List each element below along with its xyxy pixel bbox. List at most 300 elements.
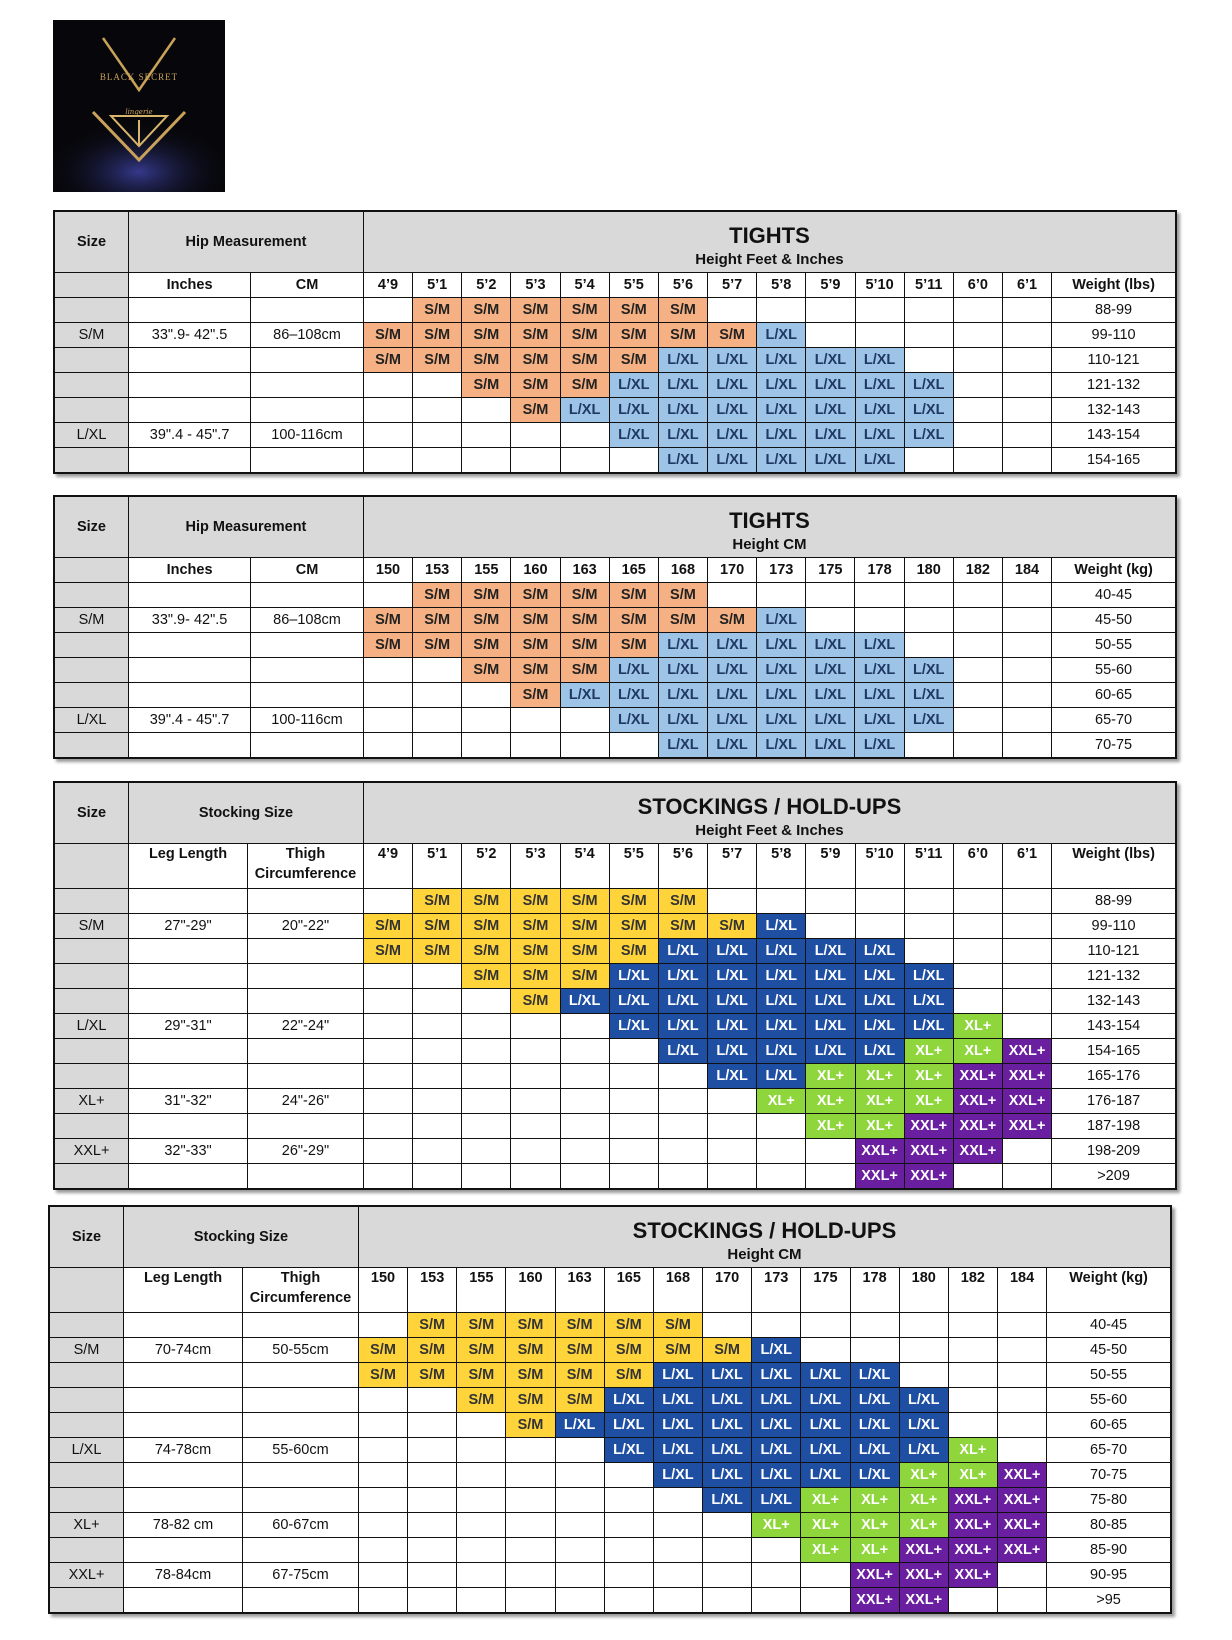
row-size-label xyxy=(54,633,129,658)
size-cell: L/XL xyxy=(801,1363,850,1388)
size-cell: S/M xyxy=(462,298,511,323)
row-measure-1 xyxy=(129,964,248,989)
size-cell xyxy=(948,1413,997,1438)
size-cell xyxy=(413,964,462,989)
size-cell xyxy=(708,1089,757,1114)
weight-range: 187-198 xyxy=(1052,1114,1176,1139)
height-col-header: 5’4 xyxy=(560,273,609,298)
size-cell: L/XL xyxy=(855,733,904,759)
size-cell xyxy=(358,1588,407,1614)
size-cell: S/M xyxy=(462,583,511,608)
row-measure-1 xyxy=(129,683,251,708)
size-cell: S/M xyxy=(609,348,658,373)
size-cell: S/M xyxy=(506,1363,555,1388)
size-cell xyxy=(413,448,462,474)
size-cell xyxy=(358,1513,407,1538)
table-row xyxy=(49,1563,1171,1588)
height-col-header: 165 xyxy=(604,1268,653,1313)
size-cell xyxy=(408,1438,457,1463)
size-cell xyxy=(708,298,757,323)
size-cell xyxy=(462,423,511,448)
row-measure-1 xyxy=(129,733,251,759)
size-cell: L/XL xyxy=(806,989,855,1014)
size-cell: L/XL xyxy=(757,1064,806,1089)
size-cell: L/XL xyxy=(806,1039,855,1064)
size-cell: L/XL xyxy=(604,1413,653,1438)
weight-range: >95 xyxy=(1047,1588,1171,1614)
size-cell xyxy=(506,1488,555,1513)
size-cell: S/M xyxy=(658,298,707,323)
size-cell: L/XL xyxy=(708,708,757,733)
size-cell xyxy=(1002,889,1051,914)
size-cell xyxy=(806,1164,855,1190)
table-row xyxy=(54,633,1176,658)
size-cell xyxy=(1002,1014,1051,1039)
size-cell: XXL+ xyxy=(948,1488,997,1513)
row-measure-1 xyxy=(129,398,251,423)
size-cell: S/M xyxy=(703,1338,752,1363)
stockings-feet-table xyxy=(53,781,1177,1190)
size-cell xyxy=(560,1114,609,1139)
height-col-header: 160 xyxy=(506,1268,555,1313)
size-cell xyxy=(604,1588,653,1614)
size-cell xyxy=(358,1388,407,1413)
row-measure-1 xyxy=(129,348,251,373)
size-cell xyxy=(1002,398,1051,423)
size-cell xyxy=(1002,348,1051,373)
size-cell: L/XL xyxy=(850,1363,899,1388)
size-cell: L/XL xyxy=(653,1438,702,1463)
size-cell xyxy=(413,1014,462,1039)
row-measure-1 xyxy=(129,889,248,914)
size-cell: S/M xyxy=(609,323,658,348)
row-measure-1: 31"-32" xyxy=(129,1089,248,1114)
weight-range: 110-121 xyxy=(1052,939,1176,964)
table-row xyxy=(49,1588,1171,1614)
table-row xyxy=(49,1488,1171,1513)
table-row xyxy=(54,608,1176,633)
size-cell xyxy=(511,448,560,474)
size-cell xyxy=(1002,583,1051,608)
size-cell: L/XL xyxy=(609,373,658,398)
table-row xyxy=(54,914,1176,939)
size-cell xyxy=(953,583,1002,608)
size-cell xyxy=(904,939,953,964)
table-row xyxy=(54,1114,1176,1139)
size-cell: S/M xyxy=(511,658,560,683)
size-cell xyxy=(462,1014,511,1039)
row-size-label: XXL+ xyxy=(49,1563,124,1588)
size-cell: S/M xyxy=(462,608,511,633)
size-cell: L/XL xyxy=(757,1039,806,1064)
size-cell: L/XL xyxy=(757,423,806,448)
size-cell: L/XL xyxy=(757,914,806,939)
stockings-cm-table xyxy=(48,1205,1172,1614)
row-measure-1 xyxy=(124,1488,243,1513)
size-cell: S/M xyxy=(506,1413,555,1438)
size-cell xyxy=(457,1588,506,1614)
size-cell: S/M xyxy=(511,683,560,708)
size-cell: XL+ xyxy=(904,1039,953,1064)
row-measure-2 xyxy=(248,939,364,964)
row-measure-2 xyxy=(251,398,364,423)
size-cell xyxy=(801,1338,850,1363)
size-cell: XXL+ xyxy=(997,1463,1046,1488)
size-cell xyxy=(604,1538,653,1563)
size-cell xyxy=(658,1064,707,1089)
tights-cm-table xyxy=(53,495,1177,759)
size-cell: L/XL xyxy=(560,398,609,423)
size-cell: XL+ xyxy=(855,1089,904,1114)
size-cell xyxy=(708,1114,757,1139)
height-col-header: 5’10 xyxy=(855,844,904,889)
table-row xyxy=(54,423,1176,448)
weight-range: 85-90 xyxy=(1047,1538,1171,1563)
height-col-header: 173 xyxy=(752,1268,801,1313)
size-cell: S/M xyxy=(609,608,658,633)
size-cell: L/XL xyxy=(855,939,904,964)
size-cell: L/XL xyxy=(752,1413,801,1438)
row-size-label xyxy=(54,658,129,683)
row-measure-1 xyxy=(129,633,251,658)
size-cell: L/XL xyxy=(658,348,707,373)
size-cell: L/XL xyxy=(752,1463,801,1488)
size-cell: L/XL xyxy=(658,989,707,1014)
size-cell xyxy=(997,1338,1046,1363)
row-measure-2 xyxy=(243,1388,359,1413)
size-cell: S/M xyxy=(506,1338,555,1363)
size-cell: L/XL xyxy=(703,1463,752,1488)
size-cell xyxy=(555,1438,604,1463)
size-header: Size xyxy=(54,782,129,844)
table-title-cell xyxy=(363,211,1176,273)
table-row xyxy=(54,683,1176,708)
size-cell: L/XL xyxy=(806,939,855,964)
row-size-label xyxy=(54,398,129,423)
row-size-label: L/XL xyxy=(49,1438,124,1463)
size-cell: S/M xyxy=(408,1338,457,1363)
size-cell: S/M xyxy=(604,1313,653,1338)
row-size-label: XL+ xyxy=(54,1089,129,1114)
height-col-header: 5’5 xyxy=(609,273,658,298)
size-cell: XL+ xyxy=(899,1463,948,1488)
size-cell: L/XL xyxy=(609,423,658,448)
row-measure-2: 50-55cm xyxy=(243,1338,359,1363)
size-cell xyxy=(408,1588,457,1614)
table-title-cell xyxy=(358,1206,1171,1268)
size-cell xyxy=(953,964,1002,989)
row-size-label xyxy=(49,1463,124,1488)
weight-range: 65-70 xyxy=(1052,708,1176,733)
size-cell xyxy=(1002,658,1051,683)
size-cell xyxy=(555,1463,604,1488)
size-cell: XXL+ xyxy=(948,1563,997,1588)
measurement-header: Stocking Size xyxy=(124,1206,359,1268)
size-cell xyxy=(855,914,904,939)
size-cell: XXL+ xyxy=(1002,1039,1051,1064)
size-cell: XL+ xyxy=(904,1064,953,1089)
size-cell xyxy=(953,608,1002,633)
weight-range: 154-165 xyxy=(1052,448,1176,474)
size-cell: S/M xyxy=(708,323,757,348)
size-cell: XL+ xyxy=(899,1488,948,1513)
size-cell xyxy=(560,1064,609,1089)
size-cell: XL+ xyxy=(855,1064,904,1089)
weight-range: 50-55 xyxy=(1052,633,1176,658)
row-measure-2 xyxy=(243,1488,359,1513)
row-measure-2 xyxy=(243,1588,359,1614)
size-cell xyxy=(953,939,1002,964)
row-measure-2 xyxy=(243,1463,359,1488)
height-col-header: 155 xyxy=(462,558,511,583)
height-col-header: 182 xyxy=(953,558,1002,583)
row-size-label xyxy=(49,1313,124,1338)
size-cell xyxy=(462,733,511,759)
row-size-label: L/XL xyxy=(54,708,129,733)
size-cell xyxy=(363,1039,412,1064)
size-cell: S/M xyxy=(560,889,609,914)
height-col-header: 5’8 xyxy=(757,273,806,298)
size-cell: L/XL xyxy=(806,1014,855,1039)
row-size-label: L/XL xyxy=(54,1014,129,1039)
size-cell xyxy=(953,658,1002,683)
size-cell: L/XL xyxy=(757,448,806,474)
size-cell xyxy=(363,889,412,914)
row-measure-2 xyxy=(251,448,364,474)
size-cell: S/M xyxy=(511,889,560,914)
size-cell xyxy=(953,1164,1002,1190)
row-size-label: S/M xyxy=(54,914,129,939)
size-cell: S/M xyxy=(457,1338,506,1363)
size-cell xyxy=(506,1463,555,1488)
row-measure-2 xyxy=(251,298,364,323)
size-cell xyxy=(363,989,412,1014)
size-cell: L/XL xyxy=(904,989,953,1014)
table-row xyxy=(54,1014,1176,1039)
size-cell xyxy=(953,708,1002,733)
height-col-header: 5’9 xyxy=(806,844,855,889)
height-col-header: 5’11 xyxy=(904,844,953,889)
inches-header: Inches xyxy=(129,273,251,298)
weight-range: 55-60 xyxy=(1052,658,1176,683)
size-cell xyxy=(457,1513,506,1538)
size-cell xyxy=(555,1538,604,1563)
size-cell xyxy=(363,1164,412,1190)
size-cell xyxy=(609,448,658,474)
weight-col-header: Weight (lbs) xyxy=(1052,273,1176,298)
weight-range: 121-132 xyxy=(1052,373,1176,398)
size-cell xyxy=(904,914,953,939)
row-measure-1 xyxy=(124,1363,243,1388)
size-cell xyxy=(1002,733,1051,759)
weight-range: 132-143 xyxy=(1052,398,1176,423)
size-cell: L/XL xyxy=(658,633,707,658)
weight-range: 60-65 xyxy=(1052,683,1176,708)
size-cell xyxy=(511,423,560,448)
size-cell xyxy=(752,1538,801,1563)
size-cell xyxy=(658,1164,707,1190)
weight-range: 75-80 xyxy=(1047,1488,1171,1513)
size-cell xyxy=(953,423,1002,448)
size-cell xyxy=(560,1039,609,1064)
height-col-header: 6’1 xyxy=(1002,844,1051,889)
row-measure-1: 33".9- 42".5 xyxy=(129,608,251,633)
row-measure-2 xyxy=(251,348,364,373)
size-cell xyxy=(560,1089,609,1114)
size-cell xyxy=(408,1488,457,1513)
size-cell xyxy=(953,298,1002,323)
size-cell xyxy=(506,1538,555,1563)
size-cell xyxy=(1002,323,1051,348)
size-cell: L/XL xyxy=(708,989,757,1014)
size-cell: XXL+ xyxy=(850,1588,899,1614)
height-col-header: 6’0 xyxy=(953,273,1002,298)
row-measure-2: 60-67cm xyxy=(243,1513,359,1538)
table-row xyxy=(54,323,1176,348)
row-measure-1 xyxy=(129,1114,248,1139)
size-cell: L/XL xyxy=(855,989,904,1014)
weight-range: >209 xyxy=(1052,1164,1176,1190)
size-cell xyxy=(850,1313,899,1338)
size-cell: XL+ xyxy=(752,1513,801,1538)
row-size-label xyxy=(54,939,129,964)
height-col-header: 5’10 xyxy=(855,273,904,298)
size-cell: L/XL xyxy=(653,1388,702,1413)
size-cell xyxy=(757,583,806,608)
table-title-cell xyxy=(363,496,1176,558)
height-col-header: 180 xyxy=(904,558,953,583)
size-cell: S/M xyxy=(658,608,707,633)
size-header: Size xyxy=(54,211,129,273)
row-measure-1: 78-82 cm xyxy=(124,1513,243,1538)
size-cell: S/M xyxy=(413,914,462,939)
size-cell: S/M xyxy=(604,1363,653,1388)
row-measure-1 xyxy=(124,1388,243,1413)
size-cell xyxy=(899,1313,948,1338)
size-cell xyxy=(555,1588,604,1614)
size-cell xyxy=(855,608,904,633)
weight-range: 110-121 xyxy=(1052,348,1176,373)
size-cell: L/XL xyxy=(757,939,806,964)
size-cell: XXL+ xyxy=(899,1538,948,1563)
weight-range: 55-60 xyxy=(1047,1388,1171,1413)
weight-range: 70-75 xyxy=(1052,733,1176,759)
row-measure-2: 67-75cm xyxy=(243,1563,359,1588)
size-cell: XXL+ xyxy=(855,1164,904,1190)
size-cell: XL+ xyxy=(806,1089,855,1114)
size-cell xyxy=(953,989,1002,1014)
size-cell: S/M xyxy=(658,889,707,914)
size-cell: L/XL xyxy=(855,348,904,373)
size-cell xyxy=(904,889,953,914)
size-cell: S/M xyxy=(462,633,511,658)
size-cell: L/XL xyxy=(899,1413,948,1438)
size-cell: S/M xyxy=(413,889,462,914)
size-cell: XXL+ xyxy=(948,1513,997,1538)
size-cell xyxy=(462,1064,511,1089)
size-cell: XXL+ xyxy=(953,1064,1002,1089)
table-row xyxy=(49,1313,1171,1338)
size-cell xyxy=(408,1413,457,1438)
size-cell xyxy=(363,1064,412,1089)
table-row xyxy=(49,1338,1171,1363)
row-size-label xyxy=(54,964,129,989)
size-cell: XXL+ xyxy=(1002,1114,1051,1139)
size-cell: L/XL xyxy=(708,683,757,708)
size-cell xyxy=(506,1563,555,1588)
table-row xyxy=(54,708,1176,733)
size-cell xyxy=(511,708,560,733)
size-cell xyxy=(653,1588,702,1614)
size-cell xyxy=(408,1463,457,1488)
table-row xyxy=(54,1139,1176,1164)
size-cell xyxy=(806,298,855,323)
size-cell: S/M xyxy=(560,298,609,323)
size-cell: S/M xyxy=(462,914,511,939)
table-row xyxy=(54,1089,1176,1114)
size-cell: L/XL xyxy=(604,1438,653,1463)
height-col-header: 6’1 xyxy=(1002,273,1051,298)
size-cell xyxy=(653,1538,702,1563)
size-cell xyxy=(997,1313,1046,1338)
size-cell xyxy=(457,1488,506,1513)
size-cell: L/XL xyxy=(806,348,855,373)
size-cell xyxy=(462,1164,511,1190)
height-col-header: 178 xyxy=(855,558,904,583)
row-measure-1 xyxy=(129,658,251,683)
size-cell xyxy=(899,1338,948,1363)
size-header: Size xyxy=(54,496,129,558)
brand-logo xyxy=(53,20,225,192)
size-cell xyxy=(363,583,412,608)
size-cell: S/M xyxy=(462,658,511,683)
size-cell xyxy=(806,608,855,633)
weight-range: 198-209 xyxy=(1052,1139,1176,1164)
row-measure-1 xyxy=(129,448,251,474)
size-cell xyxy=(363,658,412,683)
size-cell: L/XL xyxy=(555,1413,604,1438)
size-cell xyxy=(604,1513,653,1538)
size-cell: L/XL xyxy=(757,373,806,398)
row-measure-2: 100-116cm xyxy=(251,423,364,448)
size-cell: S/M xyxy=(555,1313,604,1338)
size-cell xyxy=(703,1563,752,1588)
size-cell: XXL+ xyxy=(904,1114,953,1139)
size-cell: L/XL xyxy=(658,398,707,423)
size-cell: S/M xyxy=(560,348,609,373)
size-cell: L/XL xyxy=(855,398,904,423)
weight-range: 176-187 xyxy=(1052,1089,1176,1114)
size-cell: S/M xyxy=(413,939,462,964)
size-cell xyxy=(708,1139,757,1164)
size-cell xyxy=(363,1089,412,1114)
size-cell: S/M xyxy=(658,323,707,348)
thigh-header: Thigh Circumference xyxy=(248,844,364,889)
size-cell: L/XL xyxy=(708,1014,757,1039)
size-cell xyxy=(997,1388,1046,1413)
size-col-blank xyxy=(49,1268,124,1313)
size-cell: L/XL xyxy=(850,1463,899,1488)
size-cell xyxy=(511,1039,560,1064)
row-measure-1 xyxy=(129,1064,248,1089)
size-cell xyxy=(408,1513,457,1538)
size-col-blank xyxy=(54,273,129,298)
row-size-label xyxy=(54,1064,129,1089)
size-cell: S/M xyxy=(560,323,609,348)
row-measure-1 xyxy=(129,373,251,398)
size-cell: S/M xyxy=(555,1363,604,1388)
size-cell xyxy=(413,1039,462,1064)
